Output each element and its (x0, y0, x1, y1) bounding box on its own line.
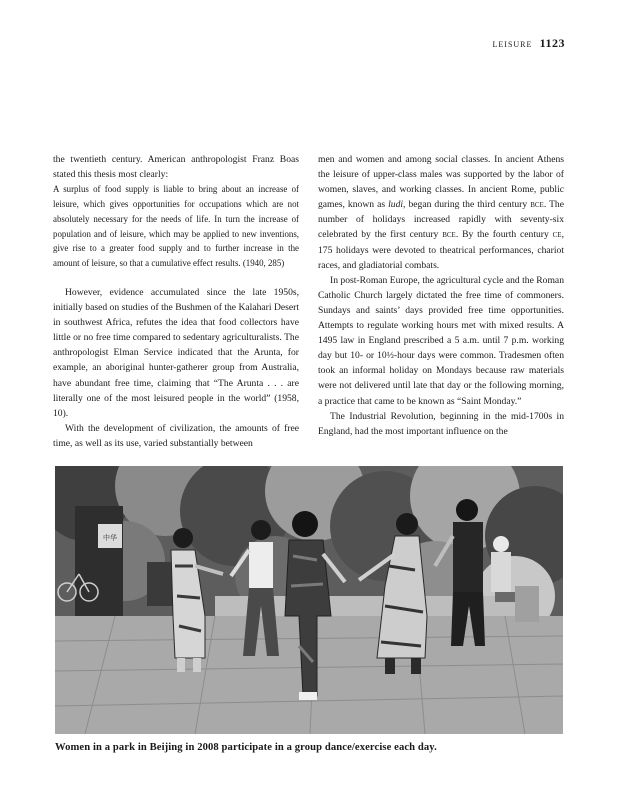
page-number: 1123 (539, 36, 565, 50)
left-paragraph-3: With the development of civilization, the amounts of free time, as well as its use, varied substantially between (53, 422, 299, 449)
right-p1-text-a: men and women and among social classes. In ancient Athens the leisure of upper-class males was supported by the labor of women, slaves, and working classes. In ancient Rome, public games, known as (318, 154, 564, 211)
photo-caption: Women in a park in Beijing in 2008 participate in a group dance/exercise each day. (55, 742, 437, 753)
right-p1-text-e: , 175 holidays were devoted to theatrical performances, chariot races, and gladiatorial combats. (318, 229, 564, 271)
running-head (493, 36, 565, 51)
right-paragraph-3: The Industrial Revolution, beginning in the mid-1700s in England, had the most important influence on the (318, 410, 564, 437)
left-column (53, 152, 299, 451)
running-head-section: leisure (492, 38, 533, 50)
right-p1-text-b: , began during the third century (403, 199, 531, 211)
photo-dancers-beijing-park (55, 466, 563, 734)
block-quote: A surplus of food supply is liable to bring about an increase of leisure, which gives opportunities for occupations which are not absolutely necessary for the needs of life. In turn the increase of population and of leisure, which may be applied to new inventions, give rise to a greater food supply and to further increase in the amount of leisure, so that a cumulative effect results. (1940, 285) (53, 184, 299, 269)
park-sign-text: 中华 (103, 534, 117, 542)
ludi-term: ludi (388, 199, 404, 211)
photo-illustration (55, 466, 563, 734)
right-paragraph-2: In post-Roman Europe, the agricultural cycle and the Roman Catholic Church largely dictated the free time of commoners. Sundays and saints’ days provided free time opportunities. Attempts to regulate working hours met with mixed results. A 1495 law in England prescribed a 5 a.m. until 7 p.m. working day but 10- or 10½-hour days were common. Tradesmen often took an informal holiday on Mondays because raw materials were not delivered until late that day or the following morning, a practice that came to be known as “Saint Monday.” (318, 274, 564, 407)
era-bce-2: bce (442, 229, 456, 241)
right-p1-text-d: . By the fourth century (455, 229, 553, 241)
era-ce: ce (552, 229, 562, 241)
era-bce-1: bce (530, 199, 544, 211)
right-column (318, 152, 564, 439)
left-paragraph-1: the twentieth century. American anthropologist Franz Boas stated this thesis most clearly: (53, 154, 299, 181)
right-p1-text-c: . The number of holidays increased rapidly with seventy-six celebrated by the first century (318, 199, 564, 241)
right-paragraph-1 (318, 152, 564, 273)
left-paragraph-2: However, evidence accumulated since the late 1950s, initially based on studies of the Bushmen of the Kalahari Desert in southwest Africa, refutes the idea that food collectors have little or no free time compared to sedentary agriculturalists. The anthropologist Elman Service indicated that the Arunta, for example, an aboriginal hunter-gatherer group from Australia, have abundant free time, claiming that “The Arunta . . . are literally one of the most leisured people in the world” (1958, 10). (53, 286, 299, 419)
shed (75, 506, 123, 616)
